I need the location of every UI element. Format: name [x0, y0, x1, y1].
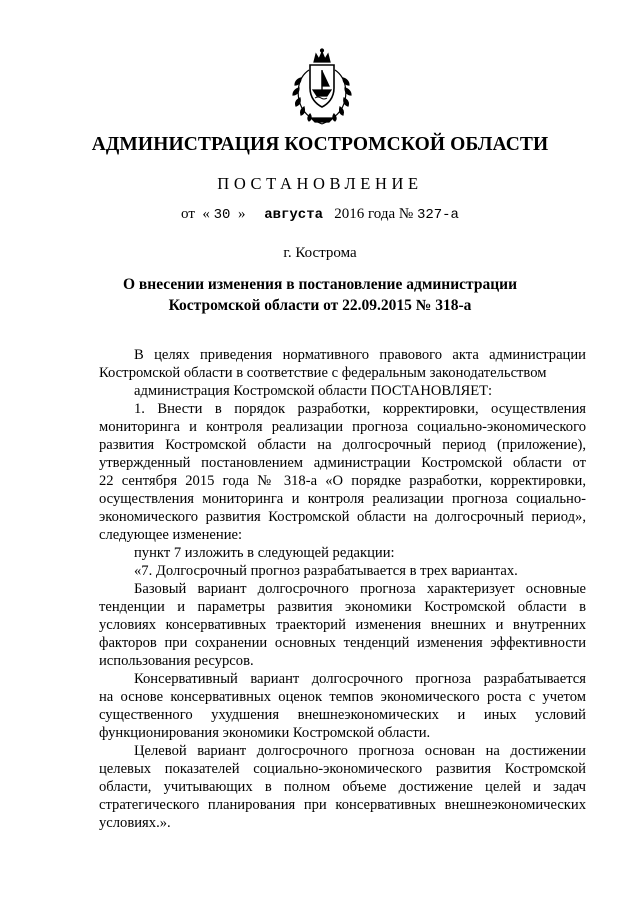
subject-line: Костромской области от 22.09.2015 № 318-а — [168, 297, 472, 314]
number-sign: № — [398, 206, 414, 222]
body-line: тенденции и параметры развития экономики Костромской области в — [99, 599, 586, 615]
body-line: 22 сентября 2015 года № 318-а «О порядке разработки, корректировки, — [99, 473, 586, 489]
body-line: пункт 7 изложить в следующей редакции: — [134, 545, 395, 561]
document-body — [99, 346, 586, 832]
body-line: осуществления мониторинга и контроля реализации прогноза социально- — [99, 491, 586, 507]
body-line: Базовый вариант долгосрочного прогноза характеризует основные — [134, 581, 586, 597]
date-month: августа — [264, 207, 323, 223]
body-line: 1. Внести в порядок разработки, корректировки, осуществления — [134, 401, 586, 417]
body-line: следующее изменение: — [99, 527, 243, 543]
day-close-quote: » — [237, 206, 246, 222]
body-line: развития Костромской области на долгосрочный период (приложение), — [99, 437, 586, 453]
body-line: стратегического планирования при консервативных внешнеэкономических — [99, 797, 586, 813]
date-prefix: от — [181, 206, 195, 222]
body-line: области, учитывающих в полном объеме достижение целей и задач — [99, 779, 586, 795]
document-subject — [0, 274, 640, 316]
body-line: мониторинга и контроля реализации прогноза социально-экономического — [99, 419, 586, 435]
organization-title: АДМИНИСТРАЦИЯ КОСТРОМСКОЙ ОБЛАСТИ — [91, 134, 549, 155]
body-line: факторов при сохранении основных тенденций изменения эффективности — [99, 635, 586, 651]
body-line: администрация Костромской области ПОСТАНОВЛЯЕТ: — [134, 383, 493, 399]
subject-line: О внесении изменения в постановление администрации — [122, 276, 518, 293]
body-line: утвержденный постановлением администрации Костромской области от — [99, 455, 586, 471]
body-line: В целях приведения нормативного правового акта администрации — [134, 347, 586, 363]
body-line: Целевой вариант долгосрочного прогноза основан на достижении — [134, 743, 586, 759]
body-line: существенного ухудшения внешнеэкономических и иных условий — [99, 707, 586, 723]
body-line: «7. Долгосрочный прогноз разрабатывается в трех вариантах. — [134, 563, 518, 579]
body-line: экономического развития Костромской области на долгосрочный период», — [99, 509, 586, 525]
coat-of-arms-icon — [289, 48, 355, 126]
body-line: целевых показателей социально-экономического развития Костромской — [99, 761, 586, 777]
body-line: на основе консервативных оценок темпов экономического роста с учетом — [99, 689, 586, 705]
body-line: Консервативный вариант долгосрочного прогноза разрабатывается — [134, 671, 586, 687]
body-line: условиях.». — [99, 815, 171, 831]
document-number: 327-а — [416, 207, 459, 223]
date-line — [0, 206, 640, 223]
day-open-quote: « — [202, 206, 210, 222]
date-day: 30 — [213, 207, 231, 223]
body-line: Костромской области в соответствие с федеральным законодательством — [99, 365, 547, 381]
body-line: функционирования экономики Костромской области. — [99, 725, 431, 741]
date-year: 2016 года — [334, 206, 396, 222]
city: г. Кострома — [283, 245, 357, 261]
body-line: условиях консервативных траекторий изменения внешних и внутренних — [99, 617, 586, 633]
document-type: ПОСТАНОВЛЕНИЕ — [217, 174, 423, 193]
body-line: использования ресурсов. — [99, 653, 254, 669]
